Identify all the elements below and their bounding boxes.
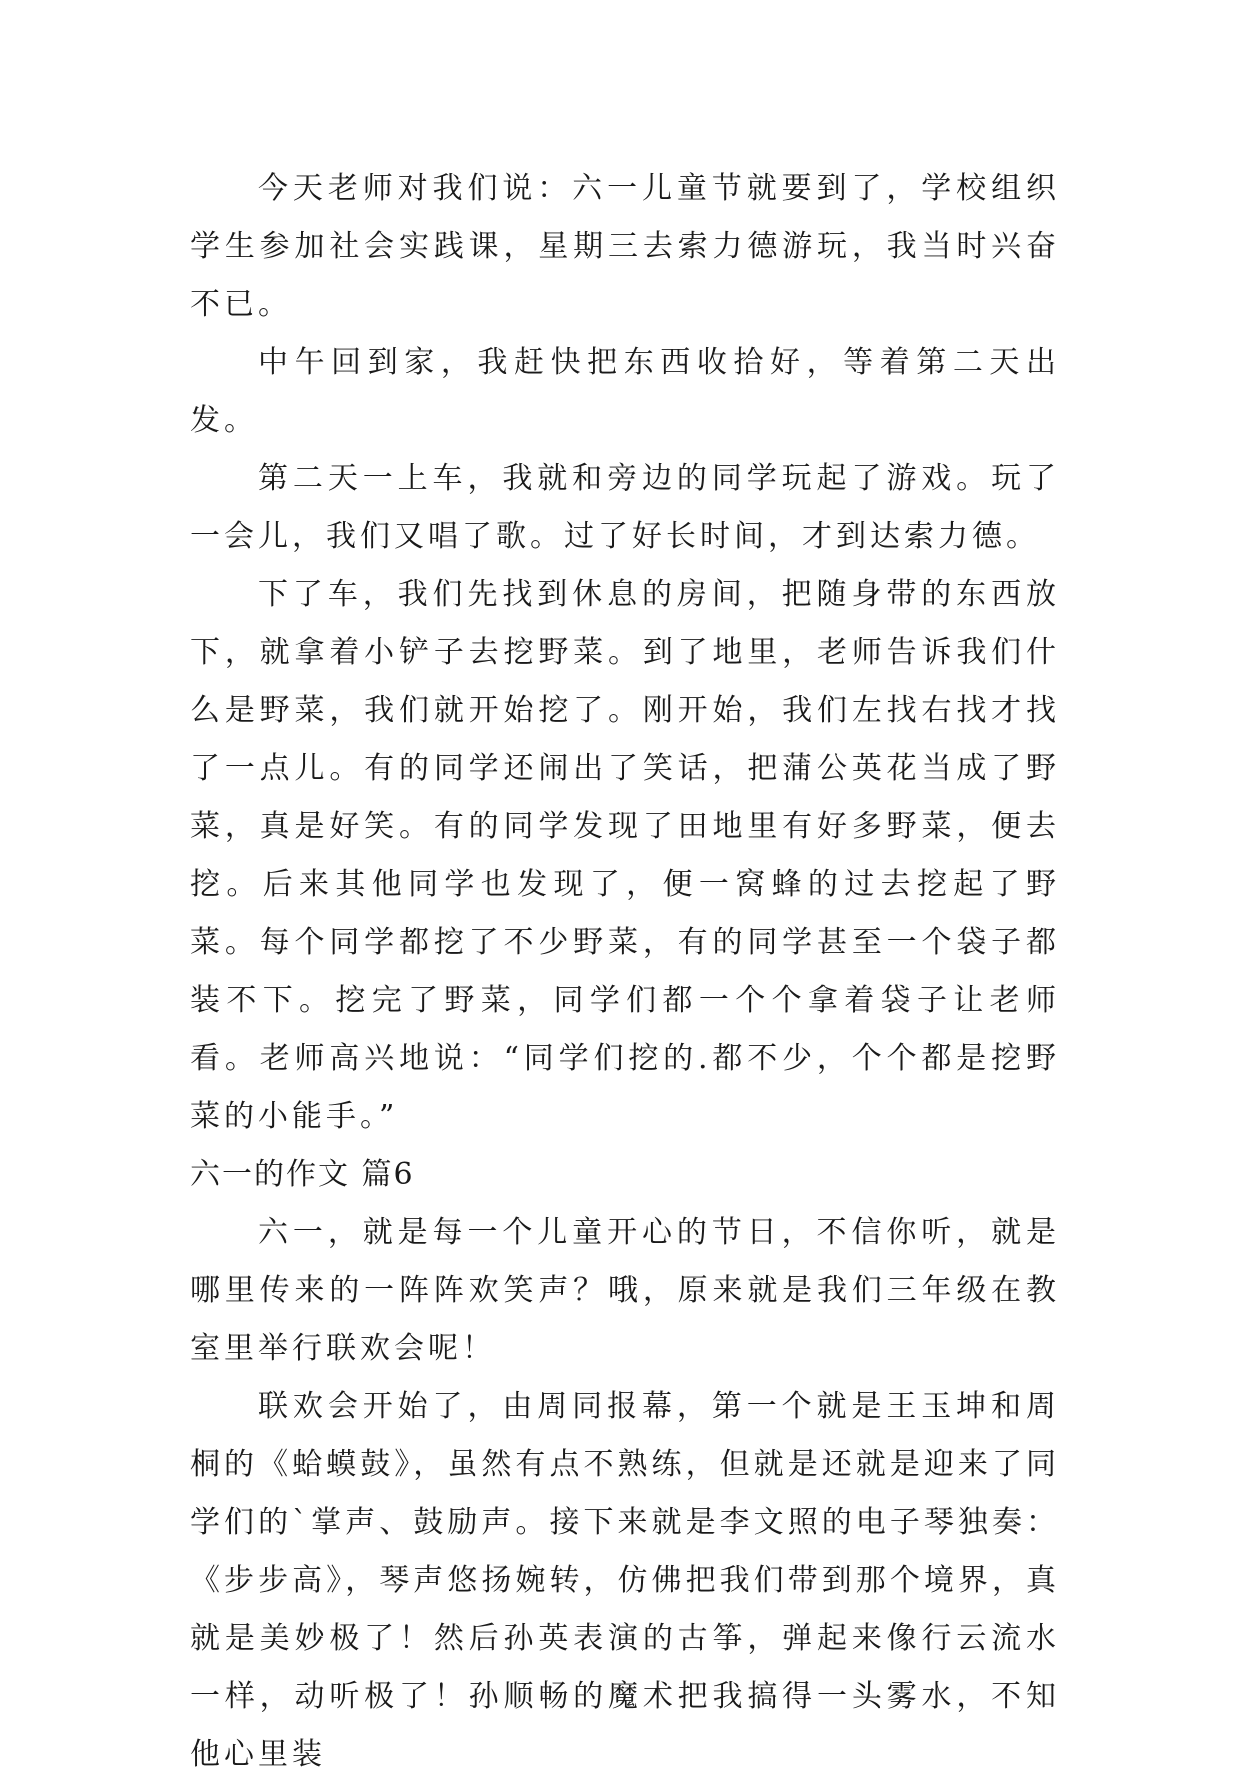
paragraph-pack-up: 中午回到家，我赶快把东西收拾好，等着第二天出发。 — [190, 345, 1060, 438]
paragraph-bus-ride: 第二天一上车，我就和旁边的同学玩起了游戏。玩了一会儿，我们又唱了歌。过了好长时间，才到达索力德。 — [190, 461, 1060, 554]
paragraph-party-performances: 联欢会开始了，由周同报幕，第一个就是王玉坤和周桐的《蛤蟆鼓》，虽然有点不熟练，但就是还就是迎来了同学们的`掌声、鼓励声。接下来就是李文照的电子琴独奏：《步步高》，琴声悠扬婉转，仿佛把我们带到那个境界，真就是美妙极了！然后孙英表演的古筝，弹起来像行云流水一样，动听极了！孙顺畅的魔术把我搞得一头雾水，不知他心里装 — [190, 1389, 1060, 1772]
document-body — [190, 160, 1060, 1784]
paragraph-teacher-announcement: 今天老师对我们说：六一儿童节就要到了，学校组织学生参加社会实践课，星期三去索力德游玩，我当时兴奋不已。 — [190, 171, 1060, 322]
section-heading: 六一的作文 篇6 — [190, 1157, 415, 1192]
paragraph-dig-vegetables: 下了车，我们先找到休息的房间，把随身带的东西放下，就拿着小铲子去挖野菜。到了地里，老师告诉我们什么是野菜，我们就开始挖了。刚开始，我们左找右找才找了一点儿。有的同学还闹出了笑话，把蒲公英花当成了野菜，真是好笑。有的同学发现了田地里有好多野菜，便去挖。后来其他同学也发现了，便一窝蜂的过去挖起了野菜。每个同学都挖了不少野菜，有的同学甚至一个袋子都装不下。挖完了野菜，同学们都一个个拿着袋子让老师看。老师高兴地说：“同学们挖的.都不少，个个都是挖野菜的小能手。” — [190, 577, 1060, 1134]
paragraph-childrens-day: 六一，就是每一个儿童开心的节日，不信你听，就是哪里传来的一阵阵欢笑声？哦，原来就是我们三年级在教室里举行联欢会呢！ — [190, 1215, 1060, 1366]
